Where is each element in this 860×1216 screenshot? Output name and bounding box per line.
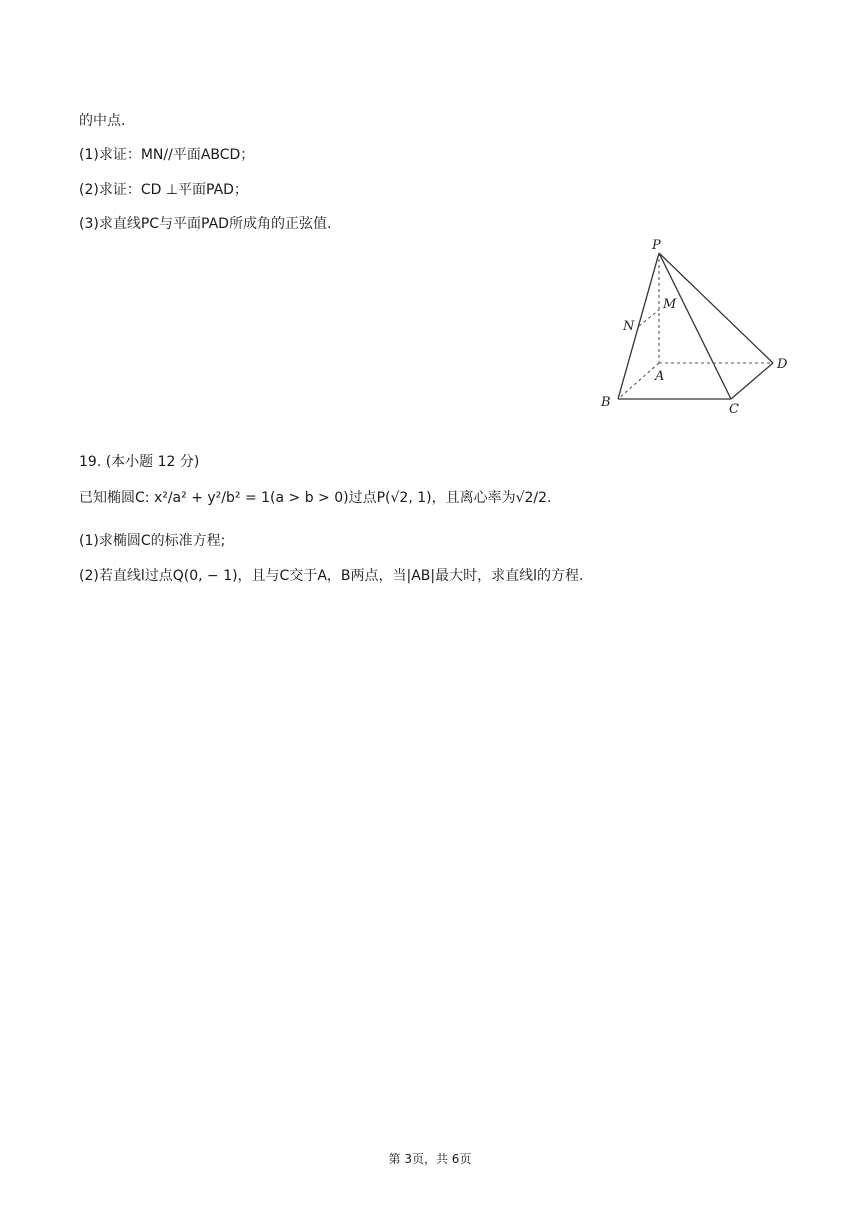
q19-part2 [79, 566, 583, 586]
q19-stem [79, 488, 552, 516]
edge-CD [731, 363, 773, 399]
page-footer: 第 3页，共 6页 [388, 1152, 472, 1166]
q18-part2-text: (2)求证：CD ⊥平面PAD； [79, 182, 248, 198]
edge-PC [659, 253, 731, 399]
label-B: B [601, 395, 611, 410]
continuation-text: 的中点. [79, 113, 126, 129]
q18-part1-text: (1)求证：MN//平面ABCD； [79, 147, 255, 163]
q18-part3 [79, 214, 331, 234]
label-D: D [777, 357, 788, 372]
q18-part1 [79, 145, 254, 165]
pyramid-figure [595, 232, 795, 422]
edge-AB-hidden [618, 363, 659, 399]
label-N: N [623, 319, 635, 334]
label-P: P [652, 238, 661, 253]
q19-part1 [79, 531, 225, 551]
q18-part2 [79, 180, 248, 200]
q19-header: 19. (本小题 12 分) [79, 454, 200, 470]
label-A: A [655, 369, 665, 384]
label-M: M [663, 297, 677, 312]
q19-part1-text: (1)求椭圆C的标准方程; [79, 533, 226, 549]
q19-stem-text: 已知椭圆C: x²/a² + y²/b² = 1(a > b > 0)过点P(√2, 1)，且离心率为√2/2. [79, 490, 552, 506]
q19-part2-text: (2)若直线l过点Q(0, − 1)，且与C交于A，B两点，当|AB|最大时，求直线l的方程. [79, 568, 584, 584]
label-C: C [729, 402, 739, 417]
q18-part3-text: (3)求直线PC与平面PAD所成角的正弦值. [79, 216, 332, 232]
